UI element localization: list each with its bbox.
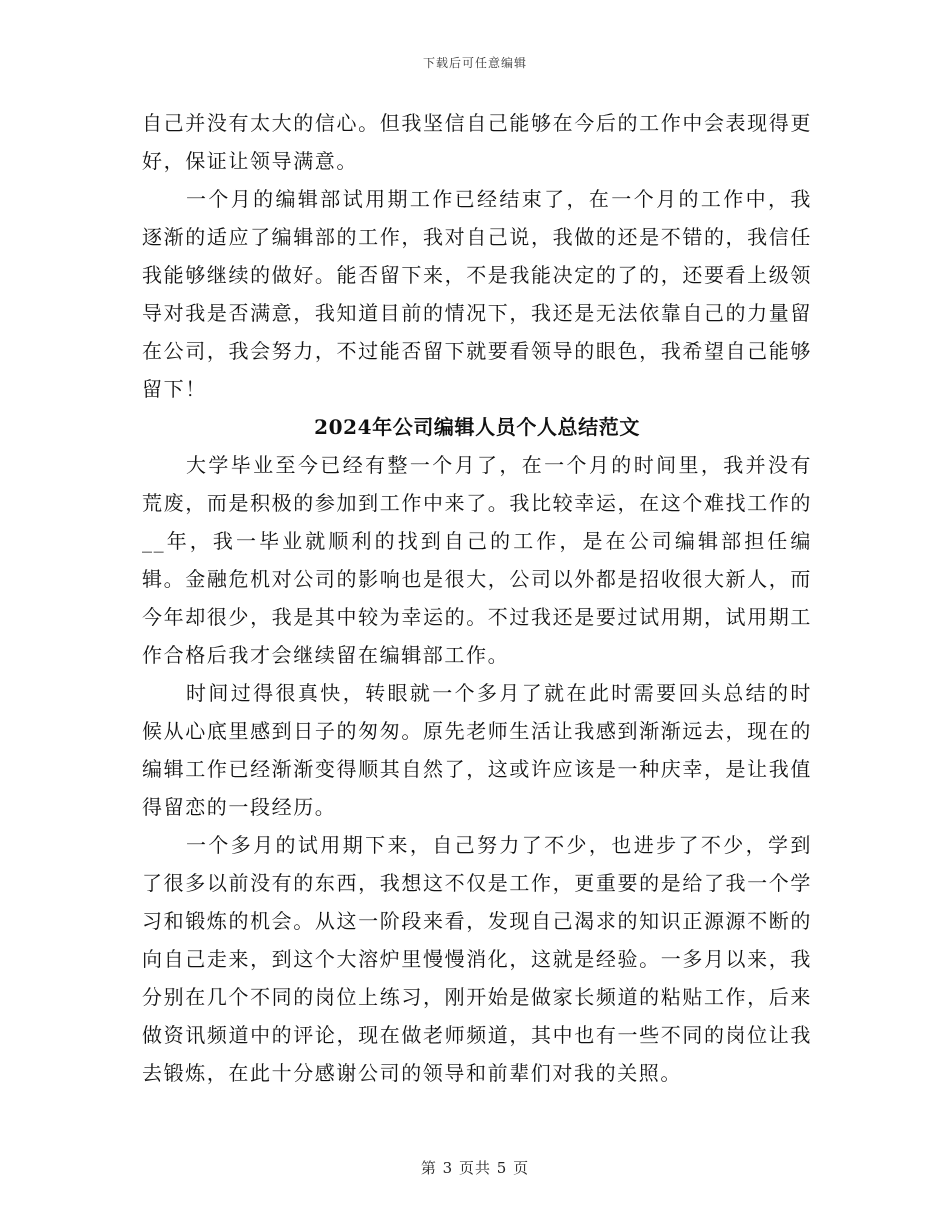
page-header: 下载后可任意编辑 xyxy=(422,56,527,70)
section-title: 2024年公司编辑人员个人总结范文 xyxy=(314,415,640,439)
page-number: 第 3 页共 5 页 xyxy=(420,1159,530,1177)
section-paragraph-2: 时间过得很真快，转眼就一个多月了就在此时需要回头总结的时候从心底里感到日子的匆匆。原先老师生活让我感到渐渐远去，现在的编辑工作已经渐渐变得顺其自然了，这或许应该是一种庆幸，是让我值得留恋的一段经历。 xyxy=(142,681,812,819)
document-body xyxy=(142,104,812,1092)
section-paragraph-3: 一个多月的试用期下来，自己努力了不少，也进步了不少，学到了很多以前没有的东西，我想这不仅是工作，更重要的是给了我一个学习和锻炼的机会。从这一阶段来看，发现自己渴求的知识正源源不断的向自己走来，到这个大溶炉里慢慢消化，这就是经验。一多月以来，我分别在几个不同的岗位上练习，刚开始是做家长频道的粘贴工作，后来做资讯频道中的评论，现在做老师频道，其中也有一些不同的岗位让我去锻炼，在此十分感谢公司的领导和前辈们对我的关照。 xyxy=(142,833,812,1085)
continuation-paragraph-1: 自己并没有太大的信心。但我坚信自己能够在今后的工作中会表现得更好，保证让领导满意。 xyxy=(142,111,812,173)
section-paragraph-1: 大学毕业至今已经有整一个月了，在一个月的时间里，我并没有荒废，而是积极的参加到工作中来了。我比较幸运，在这个难找工作的__年，我一毕业就顺利的找到自己的工作，是在公司编辑部担任编辑。金融危机对公司的影响也是很大，公司以外都是招收很大新人，而今年却很少，我是其中较为幸运的。不过我还是要过试用期，试用期工作合格后我才会继续留在编辑部工作。 xyxy=(142,453,812,667)
continuation-paragraph-2: 一个月的编辑部试用期工作已经结束了，在一个月的工作中，我逐渐的适应了编辑部的工作，我对自己说，我做的还是不错的，我信任我能够继续的做好。能否留下来，不是我能决定的了的，还要看上级领导对我是否满意，我知道目前的情况下，我还是无法依靠自己的力量留在公司，我会努力，不过能否留下就要看领导的眼色，我希望自己能够留下！ xyxy=(142,187,812,401)
